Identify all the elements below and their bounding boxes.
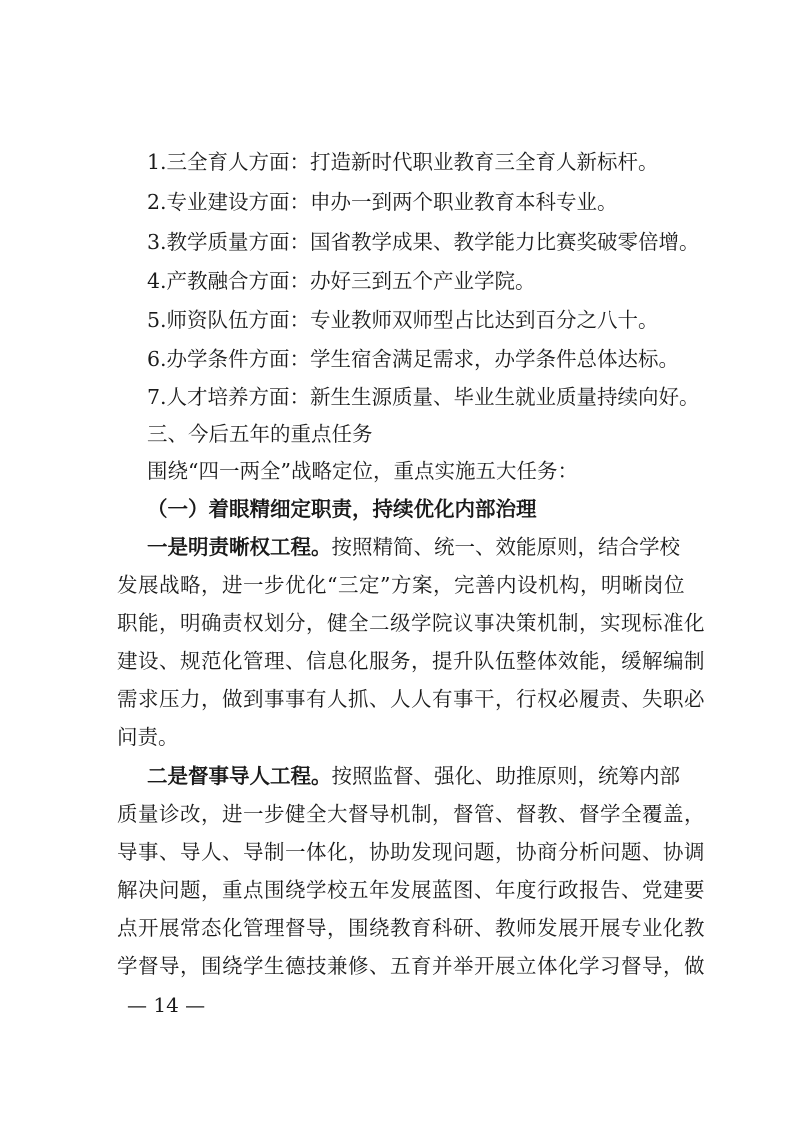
paragraph-lead: 二是督事导人工程。 — [147, 764, 332, 788]
paragraph-line: 导事、导人、导制一体化，协助发现问题，协商分析问题、协调 — [117, 840, 705, 864]
intro-text: 围绕“四一两全”战略定位，重点实施五大任务： — [147, 459, 578, 483]
goal-item: 6.办学条件方面：学生宿舍满足需求，办学条件总体达标。 — [147, 347, 680, 371]
paragraph-lead: 一是明责晰权工程。 — [147, 535, 332, 559]
goal-item: 1.三全育人方面：打造新时代职业教育三全育人新标杆。 — [147, 150, 659, 174]
page-number: — 14 — — [127, 993, 206, 1017]
paragraph-line: 需求压力，做到事事有人抓、人人有事干，行权必履责、失职必 — [117, 687, 705, 711]
paragraph-text: 按照精简、统一、效能原则，结合学校 — [331, 535, 680, 559]
goal-item: 3.教学质量方面：国省教学成果、教学能力比赛奖破零倍增。 — [147, 230, 700, 254]
paragraph-line: 发展战略，进一步优化“三定”方案，完善内设机构，明晰岗位 — [117, 573, 685, 597]
goal-item: 7.人才培养方面：新生生源质量、毕业生就业质量持续向好。 — [147, 385, 700, 409]
paragraph-line: 点开展常态化管理督导，围绕教育科研、教师发展开展专业化教 — [117, 916, 705, 940]
subsection-heading: （一）着眼精细定职责，持续优化内部治理 — [147, 497, 537, 521]
paragraph-line — [147, 533, 680, 561]
goal-item: 2.专业建设方面：申办一到两个职业教育本科专业。 — [147, 190, 618, 214]
paragraph-line: 职能，明确责权划分，健全二级学院议事决策机制，实现标准化 — [117, 611, 705, 635]
section-heading: 三、今后五年的重点任务 — [147, 422, 373, 446]
paragraph-line — [147, 762, 680, 790]
goal-item: 5.师资队伍方面：专业教师双师型占比达到百分之八十。 — [147, 308, 659, 332]
paragraph-text: 按照监督、强化、助推原则，统筹内部 — [331, 764, 680, 788]
paragraph-line: 建设、规范化管理、信息化服务，提升队伍整体效能，缓解编制 — [117, 649, 705, 673]
paragraph-line: 解决问题，重点围绕学校五年发展蓝图、年度行政报告、党建要 — [117, 878, 705, 902]
goal-item: 4.产教融合方面：办好三到五个产业学院。 — [147, 269, 536, 293]
paragraph-line: 问责。 — [117, 725, 179, 749]
paragraph-line: 质量诊改，进一步健全大督导机制，督管、督教、督学全覆盖， — [117, 802, 705, 826]
paragraph-line: 学督导，围绕学生德技兼修、五育并举开展立体化学习督导，做 — [117, 954, 705, 978]
